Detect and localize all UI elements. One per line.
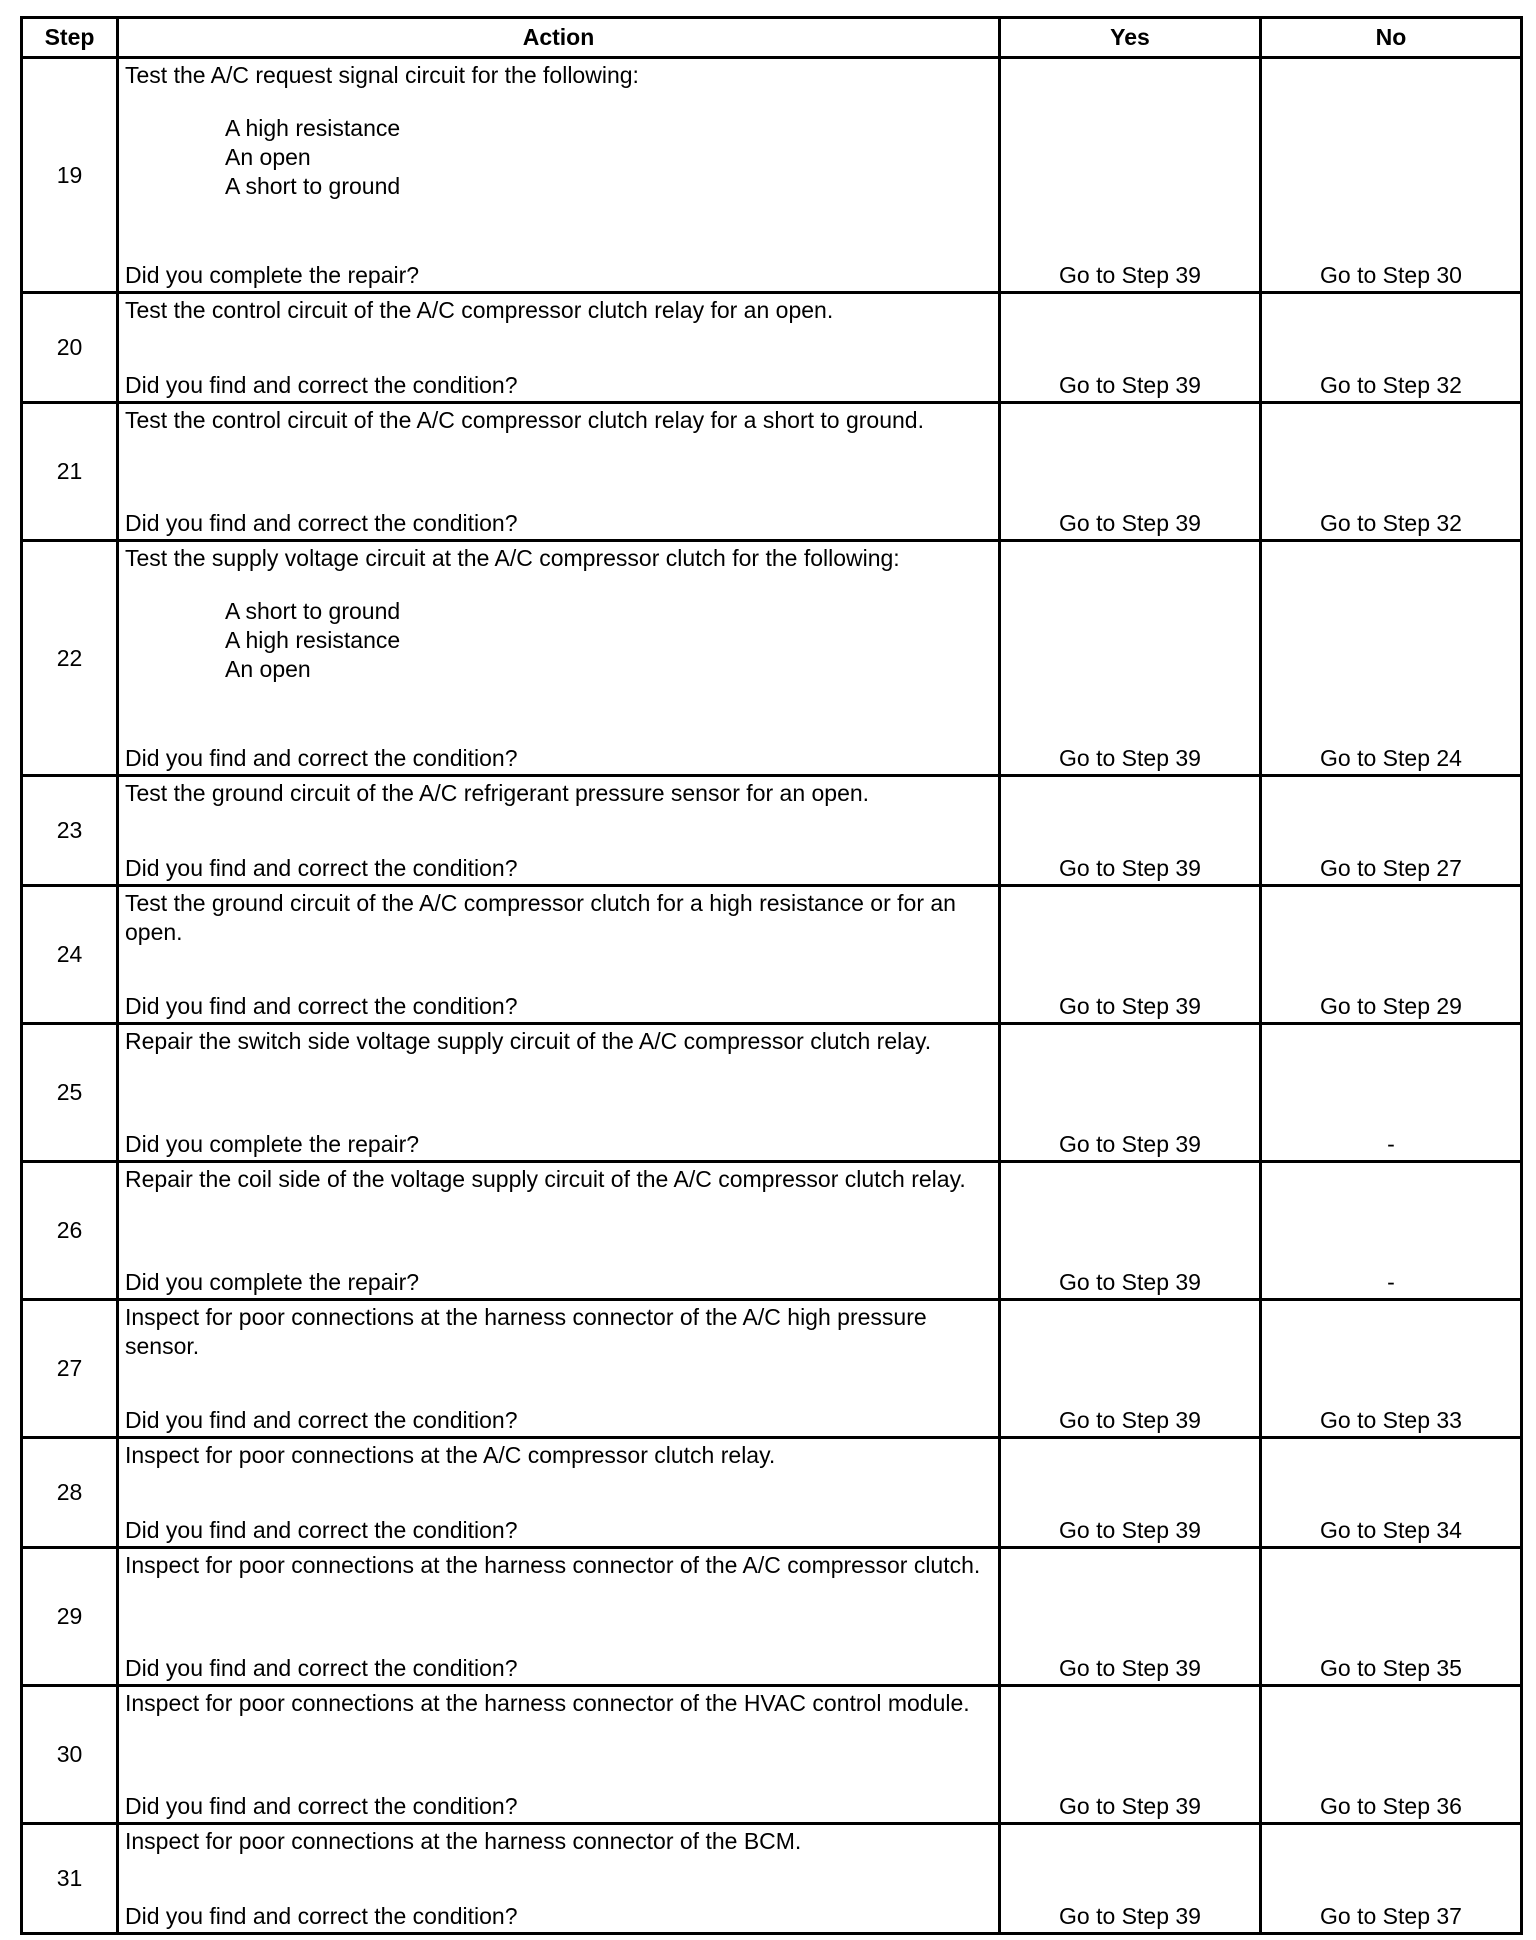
condition-list	[225, 597, 994, 684]
yes-result: Go to Step 39	[1059, 1131, 1201, 1157]
no-cell	[1261, 1024, 1522, 1162]
action-question: Did you find and correct the condition?	[125, 372, 518, 398]
header-no: No	[1261, 18, 1522, 58]
no-cell	[1261, 403, 1522, 541]
action-question: Did you find and correct the condition?	[125, 1793, 518, 1819]
action-text: Repair the coil side of the voltage supply circuit of the A/C compressor clutch relay.	[125, 1166, 966, 1192]
step-number: 28	[22, 1438, 118, 1548]
condition-item: A short to ground	[225, 173, 401, 199]
no-result: Go to Step 36	[1320, 1793, 1462, 1819]
table-row	[22, 58, 1522, 293]
action-text: Test the control circuit of the A/C compressor clutch relay for an open.	[125, 297, 834, 323]
no-result: Go to Step 30	[1320, 262, 1462, 288]
action-cell	[118, 1438, 1000, 1548]
yes-result: Go to Step 39	[1059, 855, 1201, 881]
table-row	[22, 293, 1522, 403]
yes-cell	[1000, 293, 1261, 403]
action-text: Test the ground circuit of the A/C refrigerant pressure sensor for an open.	[125, 780, 870, 806]
diagnostic-table	[20, 16, 1523, 1935]
condition-item: An open	[225, 656, 311, 682]
step-number: 23	[22, 776, 118, 886]
yes-result: Go to Step 39	[1059, 1903, 1201, 1929]
step-number: 19	[22, 58, 118, 293]
no-cell	[1261, 1162, 1522, 1300]
table-row	[22, 1300, 1522, 1438]
step-number: 29	[22, 1548, 118, 1686]
yes-result: Go to Step 39	[1059, 510, 1201, 536]
action-question: Did you find and correct the condition?	[125, 745, 518, 771]
action-text: Inspect for poor connections at the A/C compressor clutch relay.	[125, 1442, 776, 1468]
action-cell	[118, 1824, 1000, 1934]
yes-cell	[1000, 403, 1261, 541]
action-text: Inspect for poor connections at the harness connector of the HVAC control module.	[125, 1690, 970, 1716]
yes-cell	[1000, 1438, 1261, 1548]
step-number: 24	[22, 886, 118, 1024]
condition-item: A short to ground	[225, 598, 401, 624]
no-cell	[1261, 541, 1522, 776]
step-number: 25	[22, 1024, 118, 1162]
no-result: -	[1387, 1131, 1395, 1157]
no-result: Go to Step 33	[1320, 1407, 1462, 1433]
action-cell	[118, 1686, 1000, 1824]
table-row	[22, 1162, 1522, 1300]
table-row	[22, 1024, 1522, 1162]
action-question: Did you find and correct the condition?	[125, 855, 518, 881]
action-question: Did you complete the repair?	[125, 1269, 420, 1295]
step-number: 21	[22, 403, 118, 541]
no-result: Go to Step 27	[1320, 855, 1462, 881]
step-number: 30	[22, 1686, 118, 1824]
action-cell	[118, 1300, 1000, 1438]
action-text: Inspect for poor connections at the harness connector of the BCM.	[125, 1828, 802, 1854]
action-question: Did you find and correct the condition?	[125, 510, 518, 536]
step-number: 26	[22, 1162, 118, 1300]
yes-cell	[1000, 1024, 1261, 1162]
no-cell	[1261, 1300, 1522, 1438]
action-cell	[118, 776, 1000, 886]
action-text: Repair the switch side voltage supply circuit of the A/C compressor clutch relay.	[125, 1028, 932, 1054]
header-row	[22, 18, 1522, 58]
no-cell	[1261, 1824, 1522, 1934]
yes-result: Go to Step 39	[1059, 1793, 1201, 1819]
action-cell	[118, 403, 1000, 541]
condition-item: An open	[225, 144, 311, 170]
yes-cell	[1000, 1548, 1261, 1686]
header-step: Step	[22, 18, 118, 58]
yes-result: Go to Step 39	[1059, 372, 1201, 398]
step-number: 22	[22, 541, 118, 776]
table-row	[22, 541, 1522, 776]
no-result: Go to Step 29	[1320, 993, 1462, 1019]
yes-cell	[1000, 1686, 1261, 1824]
no-cell	[1261, 886, 1522, 1024]
yes-cell	[1000, 1300, 1261, 1438]
table-body	[22, 58, 1522, 1934]
action-text: Test the A/C request signal circuit for the following:	[125, 62, 639, 88]
action-question: Did you complete the repair?	[125, 262, 420, 288]
condition-item: A high resistance	[225, 115, 401, 141]
action-cell	[118, 1548, 1000, 1686]
action-text: Test the control circuit of the A/C compressor clutch relay for a short to ground.	[125, 407, 924, 433]
action-cell	[118, 293, 1000, 403]
yes-result: Go to Step 39	[1059, 993, 1201, 1019]
table-row	[22, 1548, 1522, 1686]
step-number: 27	[22, 1300, 118, 1438]
no-cell	[1261, 1548, 1522, 1686]
yes-result: Go to Step 39	[1059, 1269, 1201, 1295]
action-question: Did you complete the repair?	[125, 1131, 420, 1157]
yes-cell	[1000, 1824, 1261, 1934]
yes-cell	[1000, 886, 1261, 1024]
action-cell	[118, 886, 1000, 1024]
yes-cell	[1000, 541, 1261, 776]
yes-result: Go to Step 39	[1059, 1407, 1201, 1433]
no-result: Go to Step 32	[1320, 372, 1462, 398]
action-question: Did you find and correct the condition?	[125, 1407, 518, 1433]
table-row	[22, 886, 1522, 1024]
action-text: Inspect for poor connections at the harness connector of the A/C compressor clutch.	[125, 1552, 981, 1578]
no-result: Go to Step 35	[1320, 1655, 1462, 1681]
no-result: -	[1387, 1269, 1395, 1295]
condition-item: A high resistance	[225, 627, 401, 653]
no-result: Go to Step 24	[1320, 745, 1462, 771]
no-cell	[1261, 776, 1522, 886]
header-yes: Yes	[1000, 18, 1261, 58]
step-number: 31	[22, 1824, 118, 1934]
table-row	[22, 776, 1522, 886]
action-cell	[118, 541, 1000, 776]
table-row	[22, 1438, 1522, 1548]
step-number: 20	[22, 293, 118, 403]
yes-cell	[1000, 1162, 1261, 1300]
no-cell	[1261, 293, 1522, 403]
no-cell	[1261, 1438, 1522, 1548]
action-text: Test the ground circuit of the A/C compressor clutch for a high resistance or for an open.	[125, 890, 956, 945]
no-result: Go to Step 37	[1320, 1903, 1462, 1929]
table-row	[22, 403, 1522, 541]
table-row	[22, 1686, 1522, 1824]
action-question: Did you find and correct the condition?	[125, 1903, 518, 1929]
condition-list	[225, 114, 994, 201]
yes-cell	[1000, 58, 1261, 293]
no-result: Go to Step 32	[1320, 510, 1462, 536]
action-question: Did you find and correct the condition?	[125, 993, 518, 1019]
action-text: Test the supply voltage circuit at the A/C compressor clutch for the following:	[125, 545, 900, 571]
yes-result: Go to Step 39	[1059, 1517, 1201, 1543]
no-cell	[1261, 58, 1522, 293]
action-question: Did you find and correct the condition?	[125, 1655, 518, 1681]
action-question: Did you find and correct the condition?	[125, 1517, 518, 1543]
header-action: Action	[118, 18, 1000, 58]
action-cell	[118, 1024, 1000, 1162]
no-result: Go to Step 34	[1320, 1517, 1462, 1543]
no-cell	[1261, 1686, 1522, 1824]
yes-cell	[1000, 776, 1261, 886]
yes-result: Go to Step 39	[1059, 262, 1201, 288]
action-cell	[118, 58, 1000, 293]
table-row	[22, 1824, 1522, 1934]
action-text: Inspect for poor connections at the harness connector of the A/C high pressure sensor.	[125, 1304, 927, 1359]
yes-result: Go to Step 39	[1059, 745, 1201, 771]
action-cell	[118, 1162, 1000, 1300]
yes-result: Go to Step 39	[1059, 1655, 1201, 1681]
